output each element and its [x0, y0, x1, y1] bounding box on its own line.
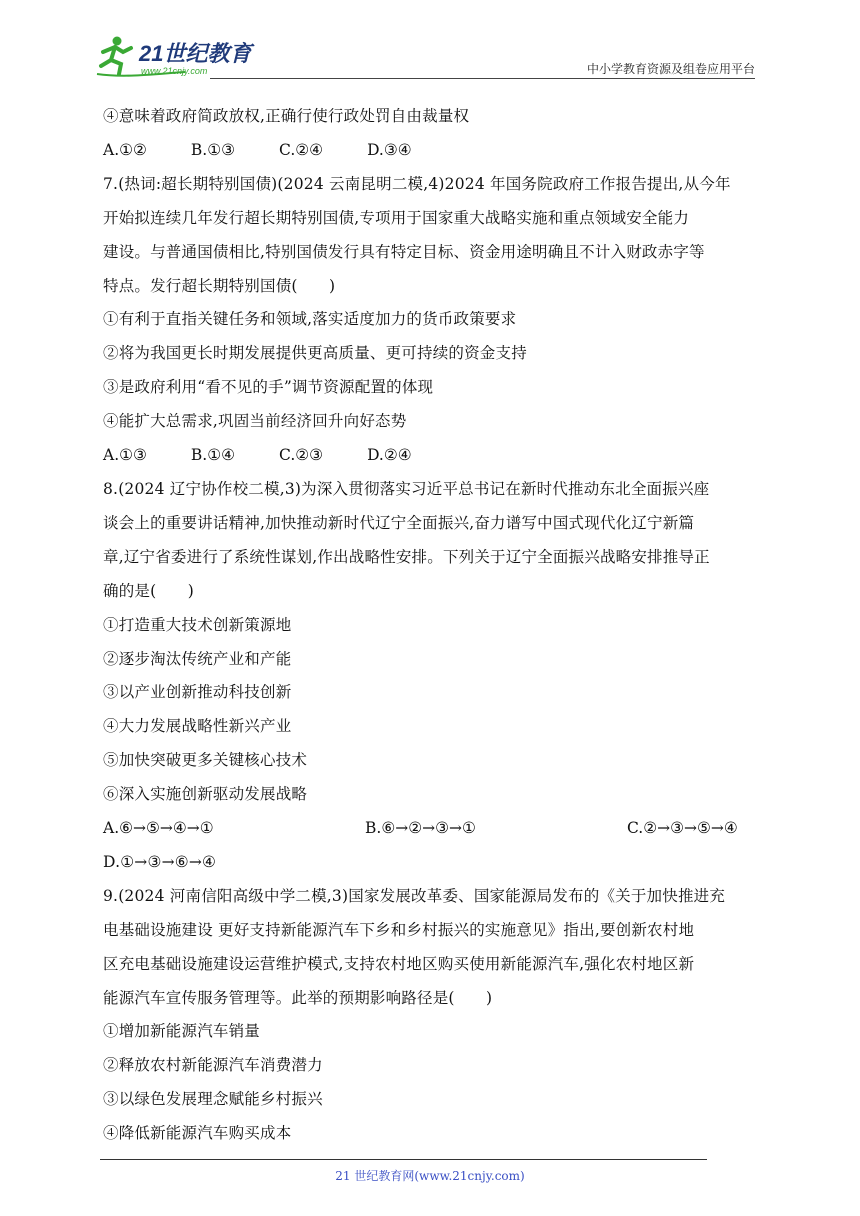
page-footer: 21 世纪教育网(www.21cnjy.com)	[335, 1169, 525, 1183]
q6-option-a: A.①②	[103, 140, 147, 159]
q9-item: ②释放农村新能源汽车消费潜力	[103, 1056, 323, 1075]
q8-stem-line: 谈会上的重要讲话精神,加快推动新时代辽宁全面振兴,奋力谱写中国式现代化辽宁新篇	[103, 513, 695, 532]
q9-item: ③以绿色发展理念赋能乡村振兴	[103, 1090, 323, 1109]
q8-option-a: A.⑥→⑤→④→①	[103, 819, 214, 838]
q9-stem-line: 区充电基础设施建设运营维护模式,支持农村地区购买使用新能源汽车,强化农村地区新	[103, 954, 695, 973]
footer-rule	[100, 1159, 707, 1160]
q9-stem-line: 能源汽车宣传服务管理等。此举的预期影响路径是( )	[103, 988, 493, 1007]
q7-item: ②将为我国更长时期发展提供更高质量、更可持续的资金支持	[103, 344, 527, 363]
q6-item-4: ④意味着政府简政放权,正确行使行政处罚自由裁量权	[103, 107, 470, 125]
q9-stem-line: 电基础设施建设 更好支持新能源汽车下乡和乡村振兴的实施意见》指出,要创新农村地	[103, 920, 695, 939]
logo-21cnjy	[95, 34, 265, 78]
q7-option-d: D.②④	[367, 446, 412, 465]
q7-item: ④能扩大总需求,巩固当前经济回升向好态势	[103, 412, 407, 431]
q8-stem-line: 章,辽宁省委进行了系统性谋划,作出战略性安排。下列关于辽宁全面振兴战略安排推导正	[103, 547, 710, 566]
q8-item: ③以产业创新推动科技创新	[103, 683, 292, 702]
q8-item: ⑥深入实施创新驱动发展战略	[103, 785, 308, 804]
q8-item: ④大力发展战略性新兴产业	[103, 717, 292, 736]
q6-option-d: D.③④	[367, 140, 412, 159]
q8-option-b: B.⑥→②→③→①	[365, 819, 476, 838]
q6-option-b: B.①③	[190, 140, 236, 159]
q8-item: ⑤加快突破更多关键核心技术	[103, 751, 308, 770]
q7-item: ③是政府利用“看不见的手”调节资源配置的体现	[103, 378, 434, 397]
q7-option-c: C.②③	[279, 446, 324, 465]
q8-item: ①打造重大技术创新策源地	[103, 615, 292, 634]
header-rule	[210, 78, 755, 79]
q8-option-d: D.①→③→⑥→④	[103, 852, 217, 871]
q7-stem-line: 建设。与普通国债相比,特别国债发行具有特定目标、资金用途明确且不计入财政赤字等	[103, 242, 705, 261]
q8-item: ②逐步淘汰传统产业和产能	[103, 649, 292, 668]
q7-options	[103, 439, 763, 473]
q8-stem-line: 确的是( )	[103, 581, 194, 600]
q9-item: ①增加新能源汽车销量	[103, 1022, 261, 1041]
q8-stem-line: 8.(2024 辽宁协作校二模,3)为深入贯彻落实习近平总书记在新时代推动东北全面振兴座	[103, 479, 710, 498]
page-header	[95, 34, 755, 80]
platform-name: 中小学教育资源及组卷应用平台	[586, 62, 755, 76]
logo-brand-text: 21世纪教育	[139, 41, 252, 66]
q8-option-c: C.②→③→⑤→④	[627, 819, 738, 838]
logo-url-text: www.21cnjy.com	[141, 66, 208, 76]
q6-option-c: C.②④	[279, 140, 324, 159]
q7-stem-line: 开始拟连续几年发行超长期特别国债,专项用于国家重大战略实施和重点领域安全能力	[103, 208, 690, 227]
q7-stem-line: 7.(热词:超长期特别国债)(2024 云南昆明二模,4)2024 年国务院政府工作报告提出,从今年	[103, 174, 731, 193]
q7-option-a: A.①③	[103, 446, 147, 465]
q7-item: ①有利于直指关键任务和领域,落实适度加力的货币政策要求	[103, 310, 517, 329]
question-content	[103, 100, 763, 1151]
q7-option-b: B.①④	[190, 446, 236, 465]
q9-item: ④降低新能源汽车购买成本	[103, 1124, 292, 1143]
q7-stem-line: 特点。发行超长期特别国债( )	[103, 276, 336, 295]
q6-options	[103, 134, 763, 168]
q8-options	[103, 812, 763, 846]
q9-stem-line: 9.(2024 河南信阳高级中学二模,3)国家发展改革委、国家能源局发布的《关于加快推进充	[103, 886, 726, 905]
